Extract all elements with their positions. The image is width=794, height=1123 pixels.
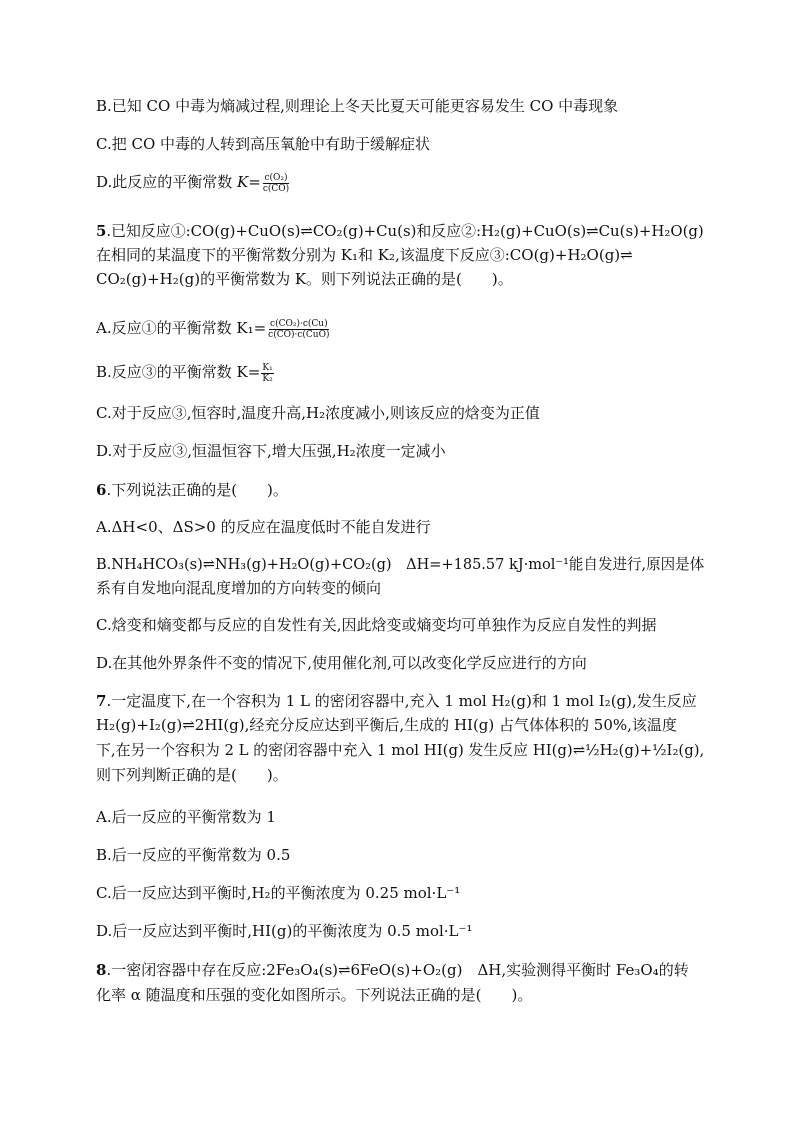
q8-line1-text: .一密闭容器中存在反应:2Fe₃O₄(s)⇌6FeO(s)+O₂(g) ΔH,实验测得平衡时 Fe₃O₄的转	[106, 961, 689, 979]
q7-number: 7	[96, 692, 107, 710]
q6-option-c: C.焓变和熵变都与反应的自发性有关,因此焓变或熵变均可单独作为反应自发性的判据	[96, 616, 657, 634]
q4-option-d: D.此反应的平衡常数 K= $\frac{\text{c(O₂)}}{c(CO)}$	[96, 172, 290, 194]
q5-option-a	[96, 318, 331, 340]
q7-stem-line2: H₂(g)+I₂(g)⇌2HI(g),经充分反应达到平衡后,生成的 HI(g) 占气体体积的 50%,该温度	[96, 716, 677, 734]
fraction-denominator: c(CO)	[262, 183, 290, 194]
q6-stem-text: .下列说法正确的是( )。	[106, 481, 288, 499]
fraction-denominator: K₂	[262, 373, 273, 384]
fraction-numerator: c(O₂)	[264, 172, 288, 183]
q7-stem-line3: 下,在另一个容积为 2 L 的密闭容器中充入 1 mol HI(g) 发生反应 HI(g)⇌½H₂(g)+½I₂(g),	[96, 741, 705, 759]
q6-option-b-line2: 系有自发地向混乱度增加的方向转变的倾向	[96, 579, 382, 597]
q5-option-b-fraction	[261, 363, 273, 384]
q7-option-c: C.后一反应达到平衡时,H₂的平衡浓度为 0.25 mol·L⁻¹	[96, 884, 461, 902]
q7-option-d: D.后一反应达到平衡时,HI(g)的平衡浓度为 0.5 mol·L⁻¹	[96, 922, 473, 940]
q8-stem-line2: 化率 α 随温度和压强的变化如图所示。下列说法正确的是( )。	[96, 986, 533, 1004]
q4-option-c: C.把 CO 中毒的人转到高压氧舱中有助于缓解症状	[96, 135, 431, 153]
q5-stem-line1	[96, 221, 704, 241]
q5-option-b-prefix: B.反应③的平衡常数 K=	[96, 363, 261, 381]
q6-option-d: D.在其他外界条件不变的情况下,使用催化剂,可以改变化学反应进行的方向	[96, 654, 587, 672]
q7-option-b: B.后一反应的平衡常数为 0.5	[96, 846, 291, 864]
q5-line1-text: .已知反应①:CO(g)+CuO(s)⇌CO₂(g)+Cu(s)和反应②:H₂(g)+CuO(s)⇌Cu(s)+H₂O(g)	[106, 222, 704, 240]
q6-stem	[96, 480, 288, 500]
fraction-denominator: c(CO)·c(CuO)	[268, 329, 330, 340]
fraction-numerator: c(CO₂)·c(Cu)	[270, 318, 328, 329]
q7-line1-text: .一定温度下,在一个容积为 1 L 的密闭容器中,充入 1 mol H₂(g)和 1 mol I₂(g),发生反应	[106, 692, 697, 710]
q8-stem-line1	[96, 960, 689, 980]
q6-option-b-line1: B.NH₄HCO₃(s)⇌NH₃(g)+H₂O(g)+CO₂(g) ΔH=+185.57 kJ·mol⁻¹能自发进行,原因是体	[96, 555, 705, 573]
q5-option-d: D.对于反应③,恒温恒容下,增大压强,H₂浓度一定减小	[96, 442, 446, 460]
q5-option-a-prefix: A.反应①的平衡常数 K₁=	[96, 319, 267, 337]
q6-option-a: A.ΔH<0、ΔS>0 的反应在温度低时不能自发进行	[96, 518, 431, 536]
q5-number: 5	[96, 222, 107, 240]
q5-option-b	[96, 362, 275, 384]
q7-stem-line4: 则下列判断正确的是( )。	[96, 766, 288, 784]
q5-stem-line3: CO₂(g)+H₂(g)的平衡常数为 K。则下列说法正确的是( )。	[96, 270, 513, 288]
q6-number: 6	[96, 481, 107, 499]
q5-stem-line2: 在相同的某温度下的平衡常数分别为 K₁和 K₂,该温度下反应③:CO(g)+H₂O(g)⇌	[96, 246, 633, 264]
q4-option-d-prefix: D.此反应的平衡常数	[96, 173, 233, 191]
q8-number: 8	[96, 961, 107, 979]
q5-option-c: C.对于反应③,恒容时,温度升高,H₂浓度减小,则该反应的焓变为正值	[96, 404, 540, 422]
q7-option-a: A.后一反应的平衡常数为 1	[96, 808, 276, 826]
q7-stem-line1	[96, 691, 697, 711]
q4-option-b: B.已知 CO 中毒为熵减过程,则理论上冬天比夏天可能更容易发生 CO 中毒现象	[96, 97, 619, 115]
q4-option-d-fraction	[262, 173, 290, 194]
q5-option-a-fraction	[267, 319, 330, 340]
fraction-numerator: K₁	[262, 362, 273, 373]
